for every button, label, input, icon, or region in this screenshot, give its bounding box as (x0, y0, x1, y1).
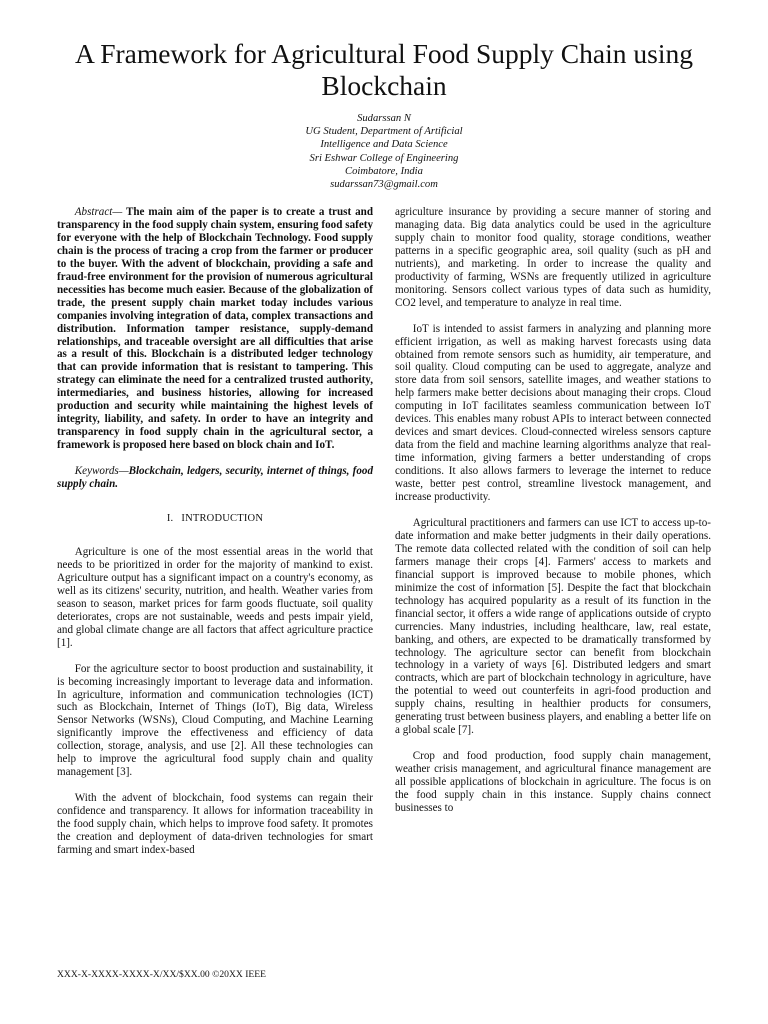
keywords (57, 465, 373, 491)
body-paragraph: For the agriculture sector to boost production and sustainability, it is becoming increasingly important to leverage data and information. In agriculture, information and communication technologies (ICT) such as Blockchain, Internet of Things (IoT), Big data, Wireless Sensor Networks (WSNs), Cloud Computing, and Machine Learning significantly improve the effectiveness and efficiency of data collection, storage, analysis, and use [2]. All these technologies can help to improve the agricultural food supply chain and quality management [3]. (57, 662, 373, 779)
author-block (234, 112, 534, 191)
author-affiliation-line: Intelligence and Data Science (320, 139, 448, 151)
section-heading-introduction (57, 513, 373, 526)
abstract-text: The main aim of the paper is to create a trust and transparency in the food supply chain system, ensuring food safety for everyone with the help of Blockchain Technology. Food supply chain is the process of tracing a crop from the farmer or producer to the buyer. With the advent of blockchain, providing a safe and fraud-free environment for the provision of numerous agricultural necessities has become much easier. Because of the globalization of trade, the present supply chain market today includes various companies involving integration of data, complex transactions and distribution. Information tamper resistance, supply-demand relationships, and traceable oversight are all difficulties that arise as a result of this. Blockchain is a distributed ledger technology that can provide information that is resistant to tampering. This strategy can eliminate the need for a centralized trusted authority, intermediaries, and business histories, allowing for increased production and security while maintaining the highest levels of integrity, liability, and safety. In order to have an integrity and transparency in food supply chain in the agricultural sector, a framework is proposed here based on block chain and IoT. (57, 206, 373, 452)
body-paragraph: With the advent of blockchain, food systems can regain their confidence and transparency. It allows for information traceability in the food supply chain, which helps to improve food safety. It promotes the creation and deployment of data-driven technologies for smart farming and smart index-based (57, 792, 373, 856)
copyright-footer: XXX-X-XXXX-XXXX-X/XX/$XX.00 ©20XX IEEE (57, 969, 266, 980)
section-number: I. (166, 513, 174, 525)
paper-title: A Framework for Agricultural Food Supply Chain using Blockchain (75, 38, 693, 101)
abstract (57, 206, 373, 452)
keywords-text: Blockchain, ledgers, security, internet of things, food supply chain. (57, 465, 373, 491)
body-paragraph: Agricultural practitioners and farmers can use ICT to access up-to-date information and make better judgments in their daily operations. The remote data collected related with the condition of soil can help farmers manage their crops [4]. Farmers' access to markets and financial support is improved because to mobile phones, which minimize the cost of information [5]. Despite the fact that blockchain technology has acquired popularity as a result of its function in the financial sector, it offers a wide range of applications outside of crypto currencies. Many industries, including healthcare, law, real estate, banking, and others, are expected to be dramatically transformed by technology. The agriculture sector can benefit from blockchain technology in a variety of ways [6]. Distributed ledgers and smart contracts, which are part of blockchain technology in agriculture, have the potential to weed out counterfeits in agri-food production and supply chains, resulting in healthier products for consumers, generating trust between business players, and enabling a better life on a global scale [7]. (395, 516, 711, 737)
right-column (395, 206, 711, 815)
body-paragraph-continued: agriculture insurance by providing a secure manner of storing and managing data. Big data analytics could be used in the agriculture supply chain to monitor food quality, storage conditions, weather patterns in a specific geographic area, soil quality (such as pH and nutrients), and marketing. In order to increase the quality and productivity of farming, WSNs are frequently utilized in agriculture monitoring. Sensors collect various types of data such as humidity, CO2 level, and temperature to analyze in real time. (395, 206, 711, 309)
author-affiliation-line: UG Student, Department of Artificial (305, 126, 463, 138)
body-paragraph: IoT is intended to assist farmers in analyzing and planning more efficient irrigation, as well as making harvest forecasts using data obtained from remote sensors such as humidity, air temperature, and soil quality. Cloud computing can be used to aggregate, analyze and store data from soil sensors, satellite images, and weather stations to help farmers make better decisions about managing their crops. Cloud computing in IoT facilitates seamless communication between IoT devices. This enables many robust APIs to interact between connected devices and smart devices. Cloud-connected wireless sensors capture data from the field and machine learning algorithms analyze that real-time information, giving farmers a better understanding of crops conditions. It also allows farmers to leverage the internet to reduce waste, better pest control, streamline livestock management, and increase productivity. (395, 322, 711, 504)
author-name: Sudarssan N (357, 113, 411, 124)
keywords-label: Keywords— (74, 465, 129, 478)
body-paragraph: Agriculture is one of the most essential areas in the world that needs to be prioritized in order for the majority of mankind to exist. Agriculture output has a significant impact on a country's economy, as well as its citizens' security, nutrition, and health. Weather varies from season to season, market prices for farm goods fluctuate, soil quality deteriorates, crops are not sustainable, weeds and pests impair yield, and global climate change are all factors that affect agriculture practice [1]. (57, 545, 373, 649)
author-location: Coimbatore, India (345, 165, 423, 177)
author-email: sudarssan73@gmail.com (330, 179, 438, 191)
left-column (57, 206, 373, 857)
section-title: INTRODUCTION (181, 513, 264, 525)
abstract-label: Abstract— (74, 206, 123, 218)
author-institution: Sri Eshwar College of Engineering (309, 152, 459, 164)
body-paragraph: Crop and food production, food supply chain management, weather crisis management, and agricultural finance management are all possible applications of blockchain in agriculture. The focus is on the food supply chain in this instance. Supply chains connect businesses to (395, 750, 711, 814)
